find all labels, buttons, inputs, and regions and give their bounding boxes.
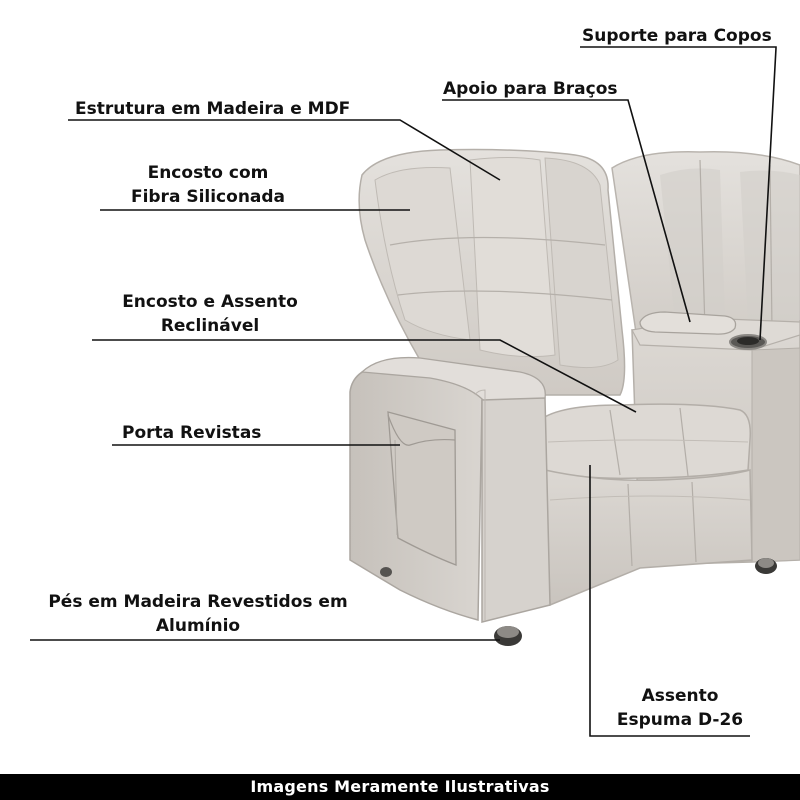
left-seat-cushion <box>540 404 750 478</box>
label-encosto-fibra-line2: Fibra Siliconada <box>130 187 286 207</box>
label-estrutura: Estrutura em Madeira e MDF <box>75 99 351 119</box>
label-assento <box>600 684 760 732</box>
label-suporte-copos: Suporte para Copos <box>582 26 772 46</box>
label-encosto-assento-line1: Encosto e Assento <box>122 292 298 312</box>
label-apoio-bracos: Apoio para Braços <box>443 79 618 99</box>
label-pes <box>28 590 368 638</box>
label-encosto-fibra <box>98 161 318 209</box>
seat-front-footrest <box>545 470 752 605</box>
label-encosto-assento-line2: Reclinável <box>160 316 260 336</box>
left-armrest <box>350 358 550 622</box>
footer-disclaimer: Imagens Meramente Ilustrativas <box>0 774 800 800</box>
label-pes-line2: Alumínio <box>155 616 241 636</box>
label-assento-line2: Espuma D-26 <box>616 710 744 730</box>
label-pes-line1: Pés em Madeira Revestidos em <box>48 592 348 612</box>
label-encosto-fibra-line1: Encosto com <box>147 163 269 183</box>
label-encosto-assento <box>80 290 340 338</box>
label-assento-line1: Assento <box>641 686 719 706</box>
label-porta-revistas: Porta Revistas <box>122 423 262 443</box>
